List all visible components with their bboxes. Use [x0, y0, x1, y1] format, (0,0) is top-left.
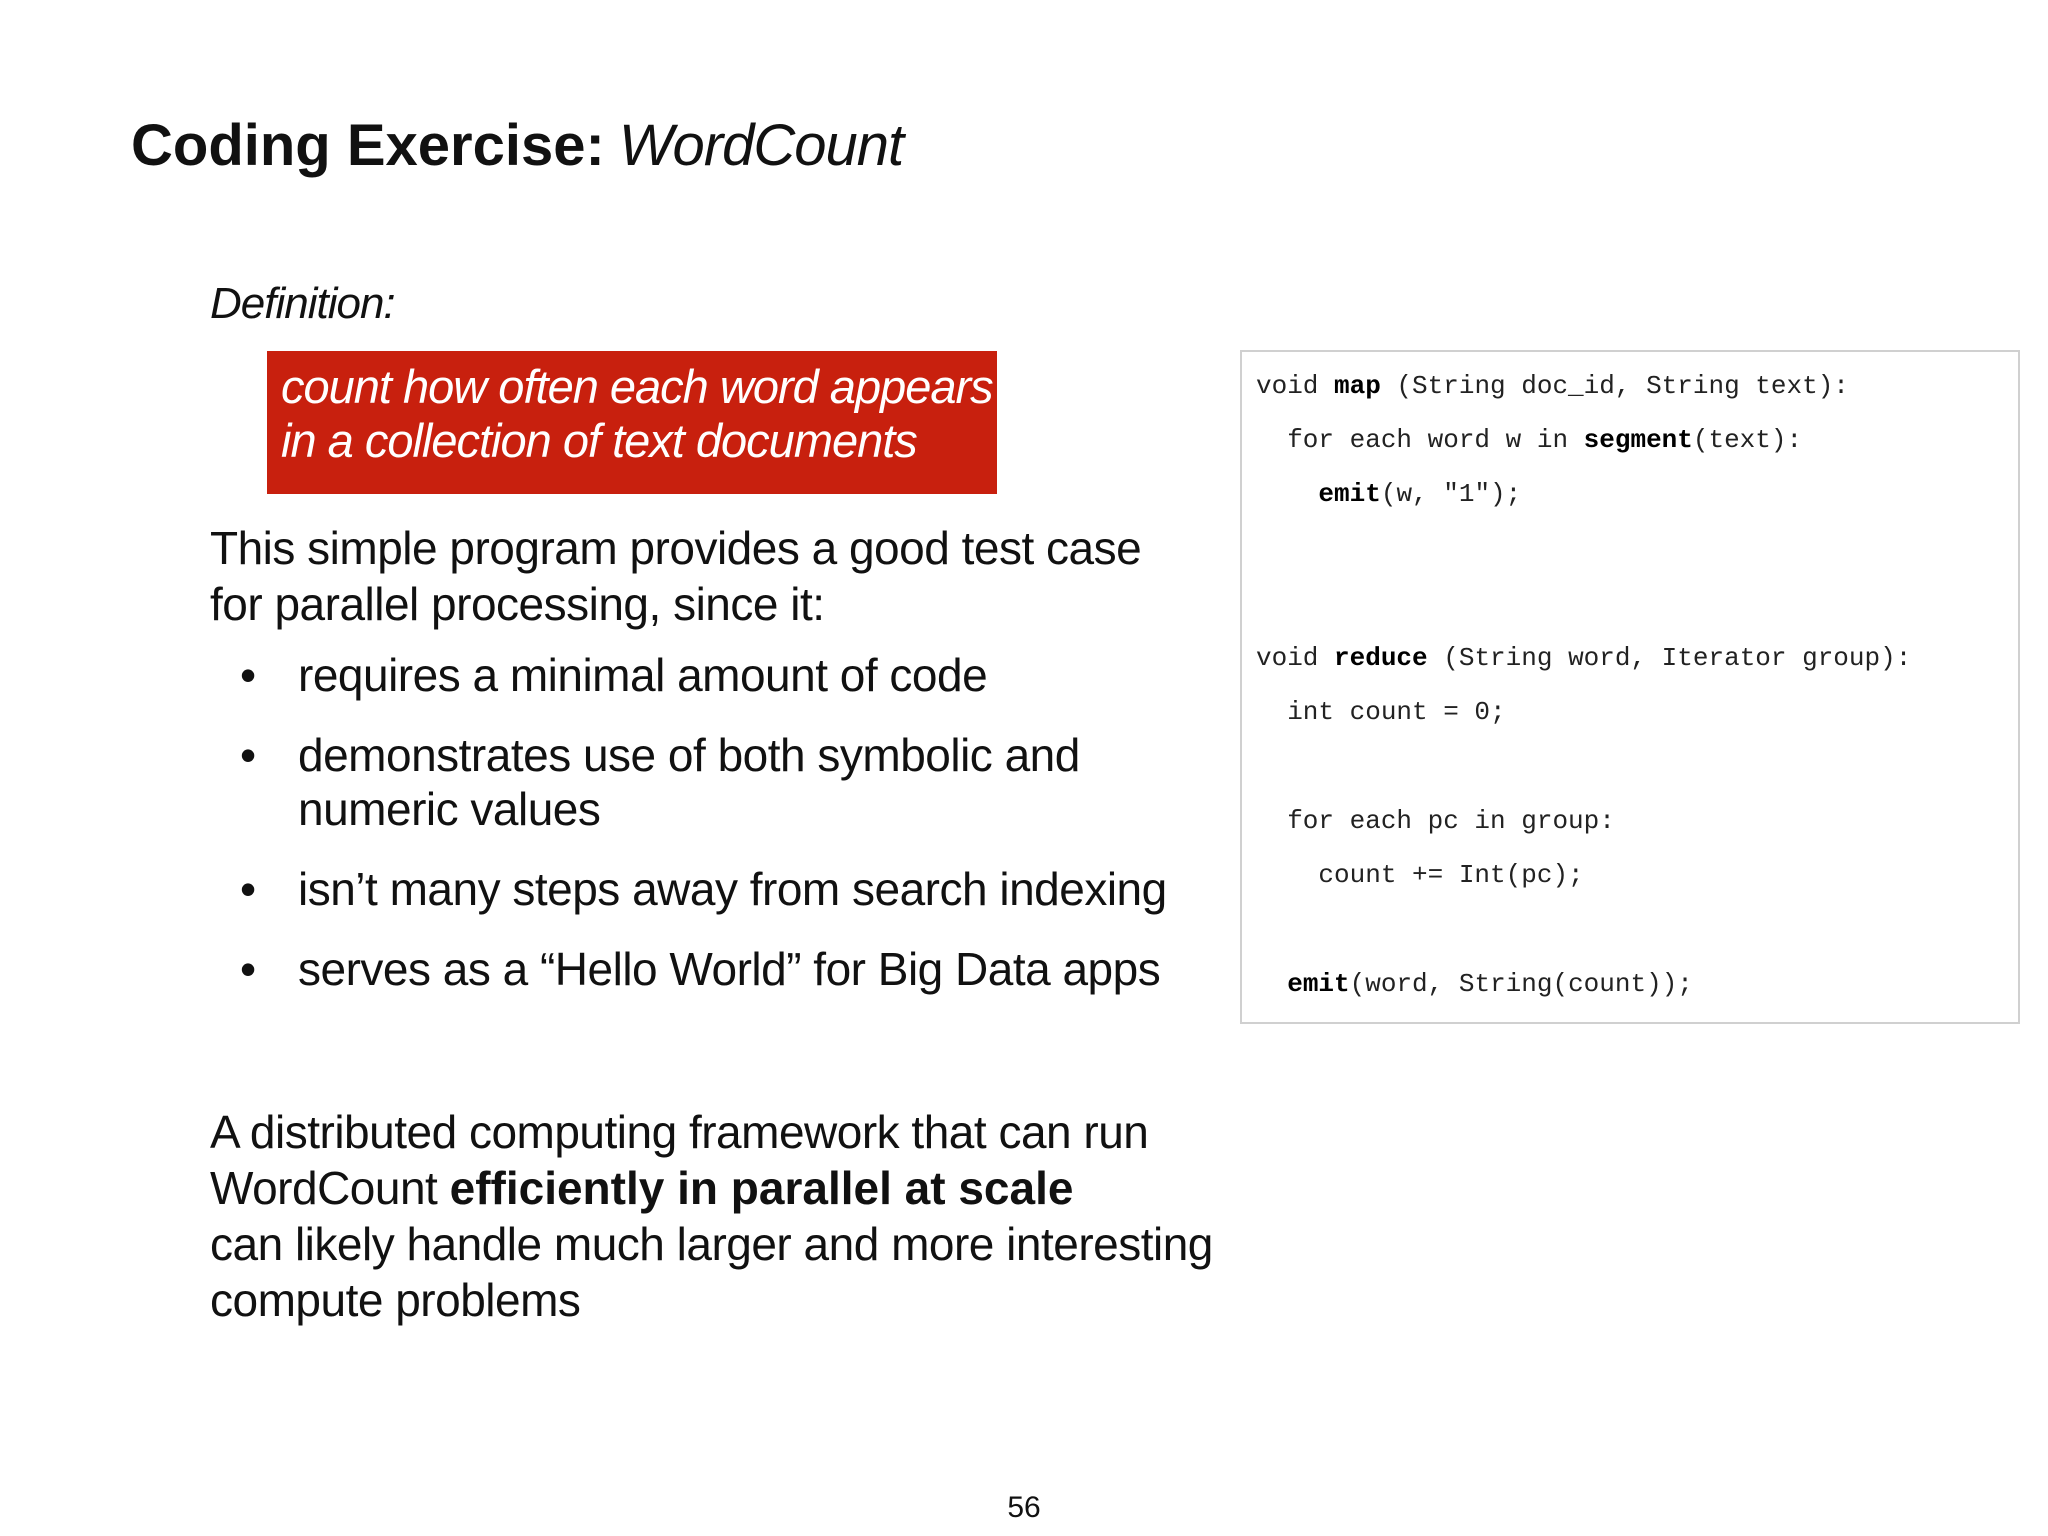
closing-normal-text: WordCount — [210, 1162, 450, 1214]
code-text: (String doc_id, String text): — [1380, 371, 1849, 401]
closing-line: can likely handle much larger and more interesting — [210, 1218, 1213, 1270]
closing-line — [210, 1160, 1213, 1216]
intro-line: for parallel processing, since it: — [210, 578, 825, 630]
bullet-dot-icon: • — [240, 863, 256, 915]
closing-bold-text: efficiently in parallel at scale — [449, 1162, 1074, 1214]
code-line-reduce-signature — [1256, 642, 1911, 674]
bullet-text: isn’t many steps away from search indexing — [298, 863, 1167, 915]
bullet-text: demonstrates use of both symbolic and — [298, 729, 1080, 781]
definition-line: in a collection of text documents — [281, 414, 917, 467]
bullet-dot-icon: • — [240, 649, 256, 701]
code-line-reduce-for: for each pc in group: — [1256, 806, 1615, 836]
definition-line: count how often each word appears — [281, 360, 993, 413]
code-text: void — [1256, 643, 1335, 673]
page-number: 56 — [1007, 1491, 1041, 1524]
closing-line: compute problems — [210, 1274, 581, 1326]
bullet-list — [240, 648, 1167, 1022]
code-keyword: reduce — [1334, 643, 1428, 673]
title-bold: Coding Exercise: — [131, 113, 605, 178]
bullet-text: numeric values — [298, 783, 601, 835]
title-italic: WordCount — [618, 113, 904, 178]
bullet-item — [240, 862, 1167, 916]
bullet-item — [240, 942, 1167, 996]
code-text: for each word w in — [1256, 425, 1584, 455]
bullet-text: serves as a “Hello World” for Big Data apps — [298, 943, 1161, 995]
closing-line: A distributed computing framework that can run — [210, 1106, 1149, 1158]
intro-paragraph — [210, 520, 1170, 632]
definition-label: Definition: — [210, 279, 395, 328]
code-text: (text): — [1692, 425, 1803, 455]
code-line-reduce-int: int count = 0; — [1256, 697, 1506, 727]
bullet-item — [240, 648, 1167, 702]
code-line-map-emit — [1256, 478, 1521, 510]
code-line-map-for — [1256, 424, 1802, 456]
definition-highlight-box — [267, 351, 997, 494]
code-keyword: emit — [1318, 479, 1381, 509]
code-text — [1256, 969, 1287, 999]
bullet-item — [240, 728, 1167, 836]
code-text: (String word, Iterator group): — [1427, 643, 1912, 673]
code-line-map-signature — [1256, 370, 1849, 402]
code-panel — [1240, 350, 2020, 1024]
slide-title — [131, 108, 903, 184]
code-keyword: segment — [1583, 425, 1693, 455]
code-text: (w, "1"); — [1380, 479, 1522, 509]
bullet-dot-icon: • — [240, 729, 256, 781]
bullet-dot-icon: • — [240, 943, 256, 995]
code-keyword: map — [1334, 371, 1381, 401]
code-text: void — [1256, 371, 1335, 401]
code-line-reduce-count: count += Int(pc); — [1256, 860, 1584, 890]
code-line-reduce-emit — [1256, 968, 1693, 1000]
closing-paragraph — [210, 1104, 1213, 1328]
intro-line: This simple program provides a good test case — [210, 522, 1142, 574]
code-text: (word, String(count)); — [1349, 969, 1693, 999]
code-text — [1256, 479, 1318, 509]
bullet-text: requires a minimal amount of code — [298, 649, 988, 701]
code-keyword: emit — [1287, 969, 1350, 999]
